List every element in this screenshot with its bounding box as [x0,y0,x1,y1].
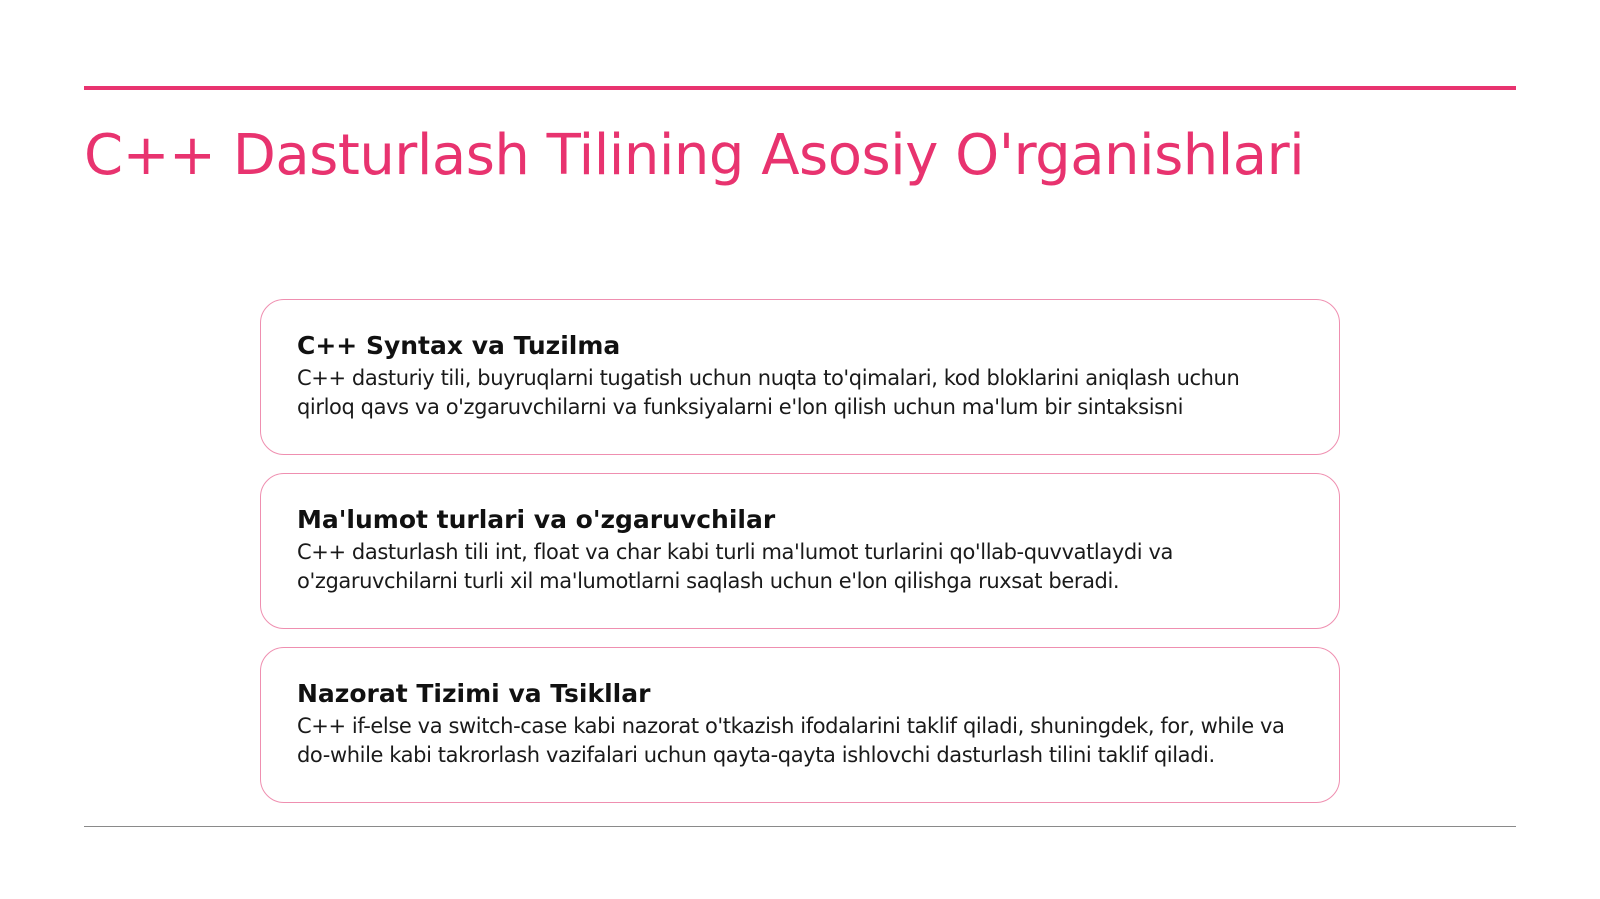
card-text: C++ if-else va switch-case kabi nazorat o'tkazish ifodalarini taklif qiladi, shuningdek, for, while va do-while kabi takrorlash vazifalari uchun qayta-qayta ishlovchi dasturlash tilini taklif qiladi. [297,714,1285,767]
card-text: C++ dasturiy tili, buyruqlarni tugatish uchun nuqta to'qimalari, kod bloklarini aniqlash uchun qirloq qavs va o'zgaruvchilarni va funksiyalarni e'lon qilish uchun ma'lum bir sintaksisni [297,366,1240,419]
card-heading: Ma'lumot turlari va o'zgaruvchilar [297,505,776,534]
slide-title: C++ Dasturlash Tilining Asosiy O'rganishlari [84,123,1305,188]
card-text: C++ dasturlash tili int, float va char kabi turli ma'lumot turlarini qo'llab-quvvatlaydi va o'zgaruvchilarni turli xil ma'lumotlarni saqlash uchun e'lon qilishga ruxsat beradi. [297,540,1173,593]
card-data-types [260,473,1340,629]
top-accent-rule [84,86,1516,90]
bottom-divider [84,826,1516,827]
card-control-flow [260,647,1340,803]
card-heading: Nazorat Tizimi va Tsikllar [297,679,651,708]
card-heading: C++ Syntax va Tuzilma [297,331,621,360]
card-syntax [260,299,1340,455]
